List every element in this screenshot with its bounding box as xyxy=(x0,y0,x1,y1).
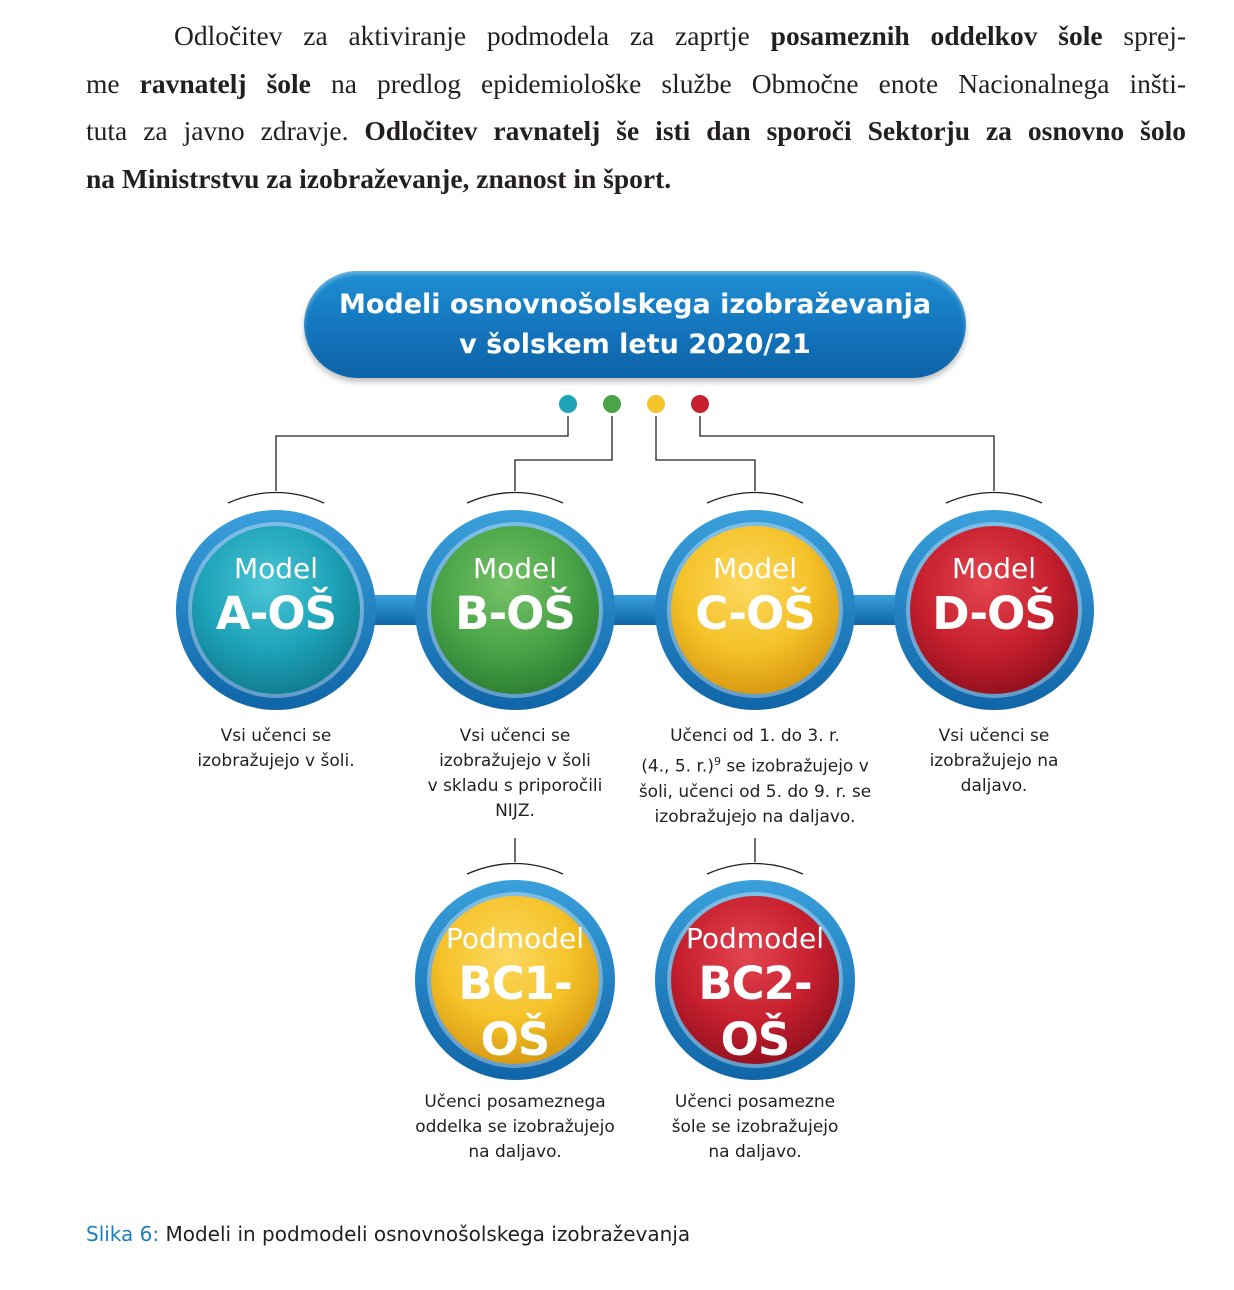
model-a-description: Vsi učenci se izobražujejo v šoli. xyxy=(197,726,355,771)
dot-teal xyxy=(559,395,577,413)
dot-yellow xyxy=(647,395,665,413)
caption-text: Modeli in podmodeli osnovnošolskega izobraževanja xyxy=(159,1222,691,1246)
model-b-description: Vsi učenci se izobražujejo v šoli v skladu s priporočili NIJZ. xyxy=(427,726,603,821)
dot-green xyxy=(603,395,621,413)
model-b-label: Model B-OŠ xyxy=(455,552,575,640)
caption-label: Slika 6: xyxy=(86,1222,160,1246)
paragraph-line-4: na Ministrstvu za izobraževanje, znanost in šport. xyxy=(86,162,672,194)
paragraph-line-3: tuta za javno zdravje. Odločitev ravnatelj še isti dan sporoči Sektorju za osnovno šolo xyxy=(86,115,1186,146)
diagram-title-line2: v šolskem letu 2020/21 xyxy=(459,328,811,360)
paragraph-line-1: Odločitev za aktiviranje podmodela za zaprtje posameznih oddelkov šole sprej- xyxy=(174,20,1186,51)
model-d-description: Vsi učenci se izobražujejo na daljavo. xyxy=(929,726,1059,796)
model-c-description: Učenci od 1. do 3. r. (4., 5. r.)$^9$ se izobražujejo v šoli, učenci od 5. do 9. r. se izobražujejo na daljavo. xyxy=(638,726,872,827)
model-d-label: Model D-OŠ xyxy=(932,552,1056,640)
diagram-title-banner xyxy=(304,271,966,378)
paragraph-line-2: me ravnatelj šole na predlog epidemiološke službe Območne enote Nacionalnega inšti- xyxy=(86,67,1186,99)
model-c-label: Model C-OŠ xyxy=(695,552,815,640)
footnote-ref: 9 xyxy=(713,755,721,768)
diagram-title-line1: Modeli osnovnošolskega izobraževanja xyxy=(338,288,932,320)
figure-caption xyxy=(86,1222,690,1246)
dot-red xyxy=(691,395,709,413)
submodel-bc2-label: Podmodel BC2-OŠ xyxy=(686,922,824,1066)
submodel-bc2-description: Učenci posamezne šole se izobražujejo na daljavo. xyxy=(671,1092,839,1162)
submodel-bc1-label: Podmodel BC1-OŠ xyxy=(446,922,584,1066)
model-a-label: Model A-OŠ xyxy=(215,552,337,640)
submodel-bc1-description: Učenci posameznega oddelka se izobražujejo na daljavo. xyxy=(415,1092,615,1162)
